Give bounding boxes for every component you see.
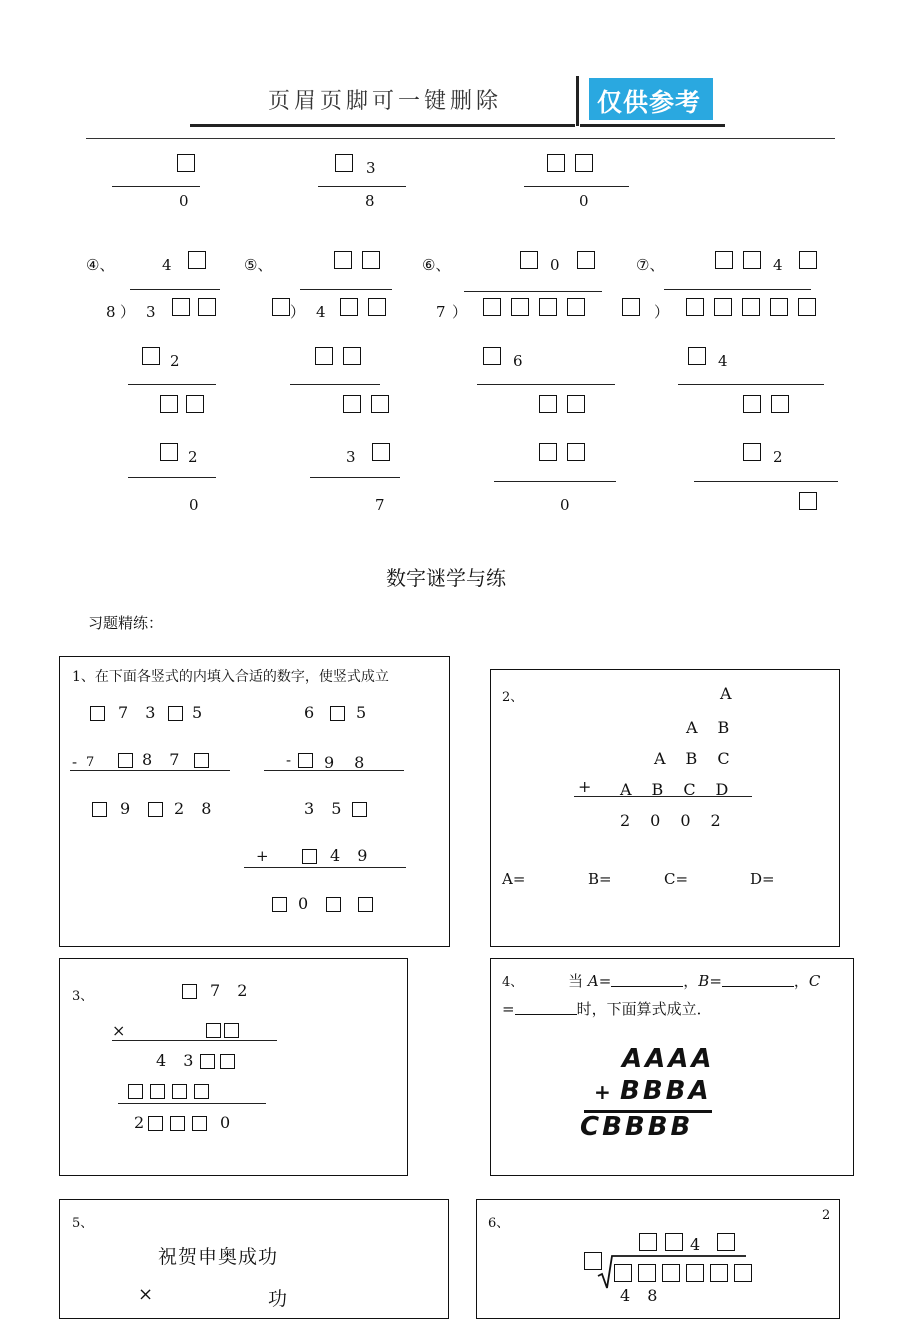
quotient-digit: 0: [550, 256, 560, 274]
digits: 7 2: [210, 981, 254, 1000]
exercise-label: 3、: [72, 989, 94, 1004]
blank-box[interactable]: [148, 1116, 163, 1131]
sum-row: 2 0 0 2: [620, 811, 723, 830]
blank-box[interactable]: [182, 984, 197, 999]
minus-sign: -: [286, 751, 292, 769]
blank-box[interactable]: [798, 298, 816, 316]
letter-row: A B: [686, 718, 732, 737]
blank-box[interactable]: [315, 347, 333, 365]
blank-box[interactable]: [717, 1233, 735, 1251]
answer-d: D=: [750, 870, 775, 888]
blank-box[interactable]: [742, 298, 760, 316]
header-underline-right: [580, 124, 725, 127]
exercise-label: 6、: [488, 1216, 510, 1231]
blank-box[interactable]: [358, 897, 373, 912]
blank-box[interactable]: [298, 753, 313, 768]
blank-box[interactable]: [715, 251, 733, 269]
times-sign: ×: [112, 1021, 132, 1040]
division-line: [664, 289, 811, 290]
blank-box[interactable]: [799, 251, 817, 269]
plus-sign: +: [578, 777, 598, 796]
digits: 0: [220, 1113, 237, 1132]
header-badge-text: 仅供参考: [597, 88, 702, 117]
exercise-label: 4、: [502, 975, 524, 990]
comma: ，: [683, 972, 699, 990]
answer-blank-c[interactable]: [515, 1000, 577, 1015]
blank-box[interactable]: [710, 1264, 728, 1282]
division-line: [318, 186, 406, 187]
remainder: 0: [560, 496, 570, 514]
header-text: 页眉页脚可一键删除: [268, 89, 503, 114]
exercise-question: [502, 968, 852, 1022]
blank-box[interactable]: [172, 1084, 187, 1099]
digits: 2: [134, 1113, 145, 1132]
partial-product: 4 8: [620, 1286, 664, 1305]
blank-box[interactable]: [575, 154, 593, 172]
tail-text: 时，下面算式成立．: [576, 1000, 712, 1018]
blank-box[interactable]: [118, 753, 133, 768]
equation-line: [244, 867, 406, 868]
blank-box[interactable]: [334, 251, 352, 269]
digit: 2: [170, 352, 180, 370]
equals: =: [598, 972, 612, 990]
digits: 9 8: [324, 753, 367, 772]
division-line: [477, 384, 615, 385]
division-line: [494, 481, 616, 482]
header-divider: [576, 76, 579, 126]
paren: ）: [654, 303, 670, 321]
digit: 2: [773, 448, 783, 466]
blank-box[interactable]: [170, 1116, 185, 1131]
letter-row: BBBA: [620, 1076, 712, 1106]
blank-box[interactable]: [343, 347, 361, 365]
equation-line: [574, 796, 752, 797]
blank-box[interactable]: [160, 443, 178, 461]
paren: ）: [290, 303, 306, 321]
blank-box[interactable]: [567, 298, 585, 316]
blank-box[interactable]: [177, 154, 195, 172]
minus-sign: -: [72, 753, 78, 771]
blank-box[interactable]: [194, 1084, 209, 1099]
blank-box[interactable]: [686, 298, 704, 316]
blank-box[interactable]: [743, 251, 761, 269]
blank-box[interactable]: [206, 1023, 221, 1038]
blank-box[interactable]: [614, 1264, 632, 1282]
quotient-digit: 4: [690, 1235, 707, 1254]
blank-box[interactable]: [511, 298, 529, 316]
blank-box[interactable]: [150, 1084, 165, 1099]
remainder: 0: [189, 496, 199, 514]
equation-line: [118, 1103, 266, 1104]
blank-box[interactable]: [662, 1264, 680, 1282]
blank-box[interactable]: [90, 706, 105, 721]
blank-box[interactable]: [352, 802, 367, 817]
blank-box[interactable]: [224, 1023, 239, 1038]
blank-box[interactable]: [743, 443, 761, 461]
blank-box[interactable]: [539, 443, 557, 461]
digits: 7: [86, 755, 95, 770]
division-line: [524, 186, 629, 187]
division-line: [310, 477, 400, 478]
blank-box[interactable]: [160, 395, 178, 413]
blank-box[interactable]: [362, 251, 380, 269]
header-underline: [190, 124, 575, 127]
blank-box[interactable]: [665, 1233, 683, 1251]
plus-sign: +: [594, 1080, 614, 1104]
blank-box[interactable]: [220, 1054, 235, 1069]
blank-box[interactable]: [539, 395, 557, 413]
digits: 8 7: [142, 750, 186, 769]
digit: 6: [513, 352, 523, 370]
blank-box[interactable]: [483, 298, 501, 316]
dividend-digit: 4: [316, 303, 326, 321]
blank-box[interactable]: [194, 753, 209, 768]
divisor: 8: [106, 303, 116, 321]
blank-box[interactable]: [734, 1264, 752, 1282]
blank-box[interactable]: [368, 298, 386, 316]
blank-box[interactable]: [577, 251, 595, 269]
digits: 5: [192, 703, 209, 722]
section-title: 数字谜学与练: [386, 566, 506, 590]
quotient-digit: 4: [162, 256, 172, 274]
division-line: [694, 481, 838, 482]
multiplier: 功: [268, 1288, 288, 1310]
divisor: 7: [436, 303, 446, 321]
blank-box[interactable]: [330, 706, 345, 721]
blank-box[interactable]: [168, 706, 183, 721]
division-line: [300, 289, 392, 290]
digit: 4: [718, 352, 728, 370]
digit: 8: [365, 192, 375, 210]
digits: 4 3: [156, 1051, 200, 1070]
var-a: A: [587, 972, 599, 990]
letter-row: CBBBB: [580, 1112, 694, 1142]
blank-box[interactable]: [92, 802, 107, 817]
equation-line: [264, 770, 404, 771]
division-line: [130, 289, 220, 290]
division-line: [128, 477, 216, 478]
blank-box[interactable]: [622, 298, 640, 316]
digit: 3: [346, 448, 356, 466]
blank-box[interactable]: [539, 298, 557, 316]
division-line: [678, 384, 824, 385]
remainder: 7: [375, 496, 385, 514]
blank-box[interactable]: [547, 154, 565, 172]
blank-box[interactable]: [142, 347, 160, 365]
blank-box[interactable]: [148, 802, 163, 817]
digits: 9: [120, 799, 137, 818]
answer-c: C=: [664, 870, 689, 888]
blank-box[interactable]: [172, 298, 190, 316]
paren: ）: [452, 303, 468, 321]
blank-box[interactable]: [326, 897, 341, 912]
answer-blank-a[interactable]: [611, 972, 683, 987]
blank-box[interactable]: [714, 298, 732, 316]
exercise-label: 5、: [72, 1216, 94, 1231]
plus-sign: +: [256, 847, 269, 865]
exercise-box-1: [59, 656, 450, 947]
division-line: [290, 384, 380, 385]
answer-a: A=: [502, 870, 526, 888]
blank-box[interactable]: [483, 347, 501, 365]
digit: 0: [579, 192, 589, 210]
blank-box[interactable]: [186, 395, 204, 413]
chinese-row: 祝贺申奥成功: [158, 1246, 279, 1268]
blank-box[interactable]: [272, 897, 287, 912]
paren: ）: [120, 303, 136, 321]
digits: 6: [304, 703, 321, 722]
blank-box[interactable]: [520, 251, 538, 269]
exercise-label: 2、: [502, 690, 524, 705]
digits: 5: [356, 703, 373, 722]
letter-row: AAAA: [622, 1044, 715, 1074]
letter-row: A B C D: [620, 780, 731, 799]
header-rule: [86, 138, 835, 139]
blank-box[interactable]: [343, 395, 361, 413]
digit: 3: [366, 159, 376, 177]
when-word: 当: [568, 972, 584, 990]
blank-box[interactable]: [188, 251, 206, 269]
digits: 2 8: [174, 799, 218, 818]
digit: 0: [179, 192, 189, 210]
blank-box[interactable]: [567, 395, 585, 413]
blank-box[interactable]: [688, 347, 706, 365]
blank-box[interactable]: [192, 1116, 207, 1131]
blank-box[interactable]: [200, 1054, 215, 1069]
var-c: C: [808, 972, 821, 990]
answer-b: B=: [588, 870, 612, 888]
blank-box[interactable]: [567, 443, 585, 461]
section-subtitle: 习题精练：: [88, 614, 164, 632]
blank-box[interactable]: [302, 849, 317, 864]
blank-box[interactable]: [335, 154, 353, 172]
problem-label: ④、: [86, 256, 115, 274]
digits: 4 9: [330, 846, 374, 865]
digit: 2: [188, 448, 198, 466]
blank-box[interactable]: [770, 298, 788, 316]
blank-box[interactable]: [272, 298, 290, 316]
blank-box[interactable]: [198, 298, 216, 316]
equation-line: [112, 1040, 277, 1041]
equation-line: [70, 770, 230, 771]
equals: =: [709, 972, 722, 990]
blank-box[interactable]: [340, 298, 358, 316]
letter-row: A: [720, 684, 738, 703]
blank-box[interactable]: [799, 492, 817, 510]
quotient-digit: 4: [773, 256, 783, 274]
var-b: B: [698, 972, 710, 990]
page-number: 2: [822, 1208, 831, 1223]
blank-box[interactable]: [686, 1264, 704, 1282]
problem-label: ⑦、: [636, 256, 665, 274]
blank-box[interactable]: [372, 443, 390, 461]
dividend-digit: 3: [146, 303, 156, 321]
digits: 0: [298, 894, 315, 913]
division-line: [112, 186, 200, 187]
blank-box[interactable]: [128, 1084, 143, 1099]
digits: 7 3: [118, 703, 162, 722]
comma: ，: [793, 972, 809, 990]
blank-box[interactable]: [638, 1264, 656, 1282]
blank-box[interactable]: [743, 395, 761, 413]
problem-label: ⑤、: [244, 256, 273, 274]
letter-row: A B C: [654, 749, 732, 768]
times-sign: ×: [138, 1284, 160, 1305]
problem-label: ⑥、: [422, 256, 451, 274]
blank-box[interactable]: [371, 395, 389, 413]
division-line: [464, 291, 602, 292]
answer-blank-b[interactable]: [722, 972, 794, 987]
equals: =: [502, 1000, 515, 1018]
division-line: [128, 384, 216, 385]
exercise-instruction: 1、在下面各竖式的内填入合适的数字，使竖式成立: [72, 669, 389, 685]
digits: 3 5: [304, 799, 348, 818]
blank-box[interactable]: [639, 1233, 657, 1251]
blank-box[interactable]: [771, 395, 789, 413]
